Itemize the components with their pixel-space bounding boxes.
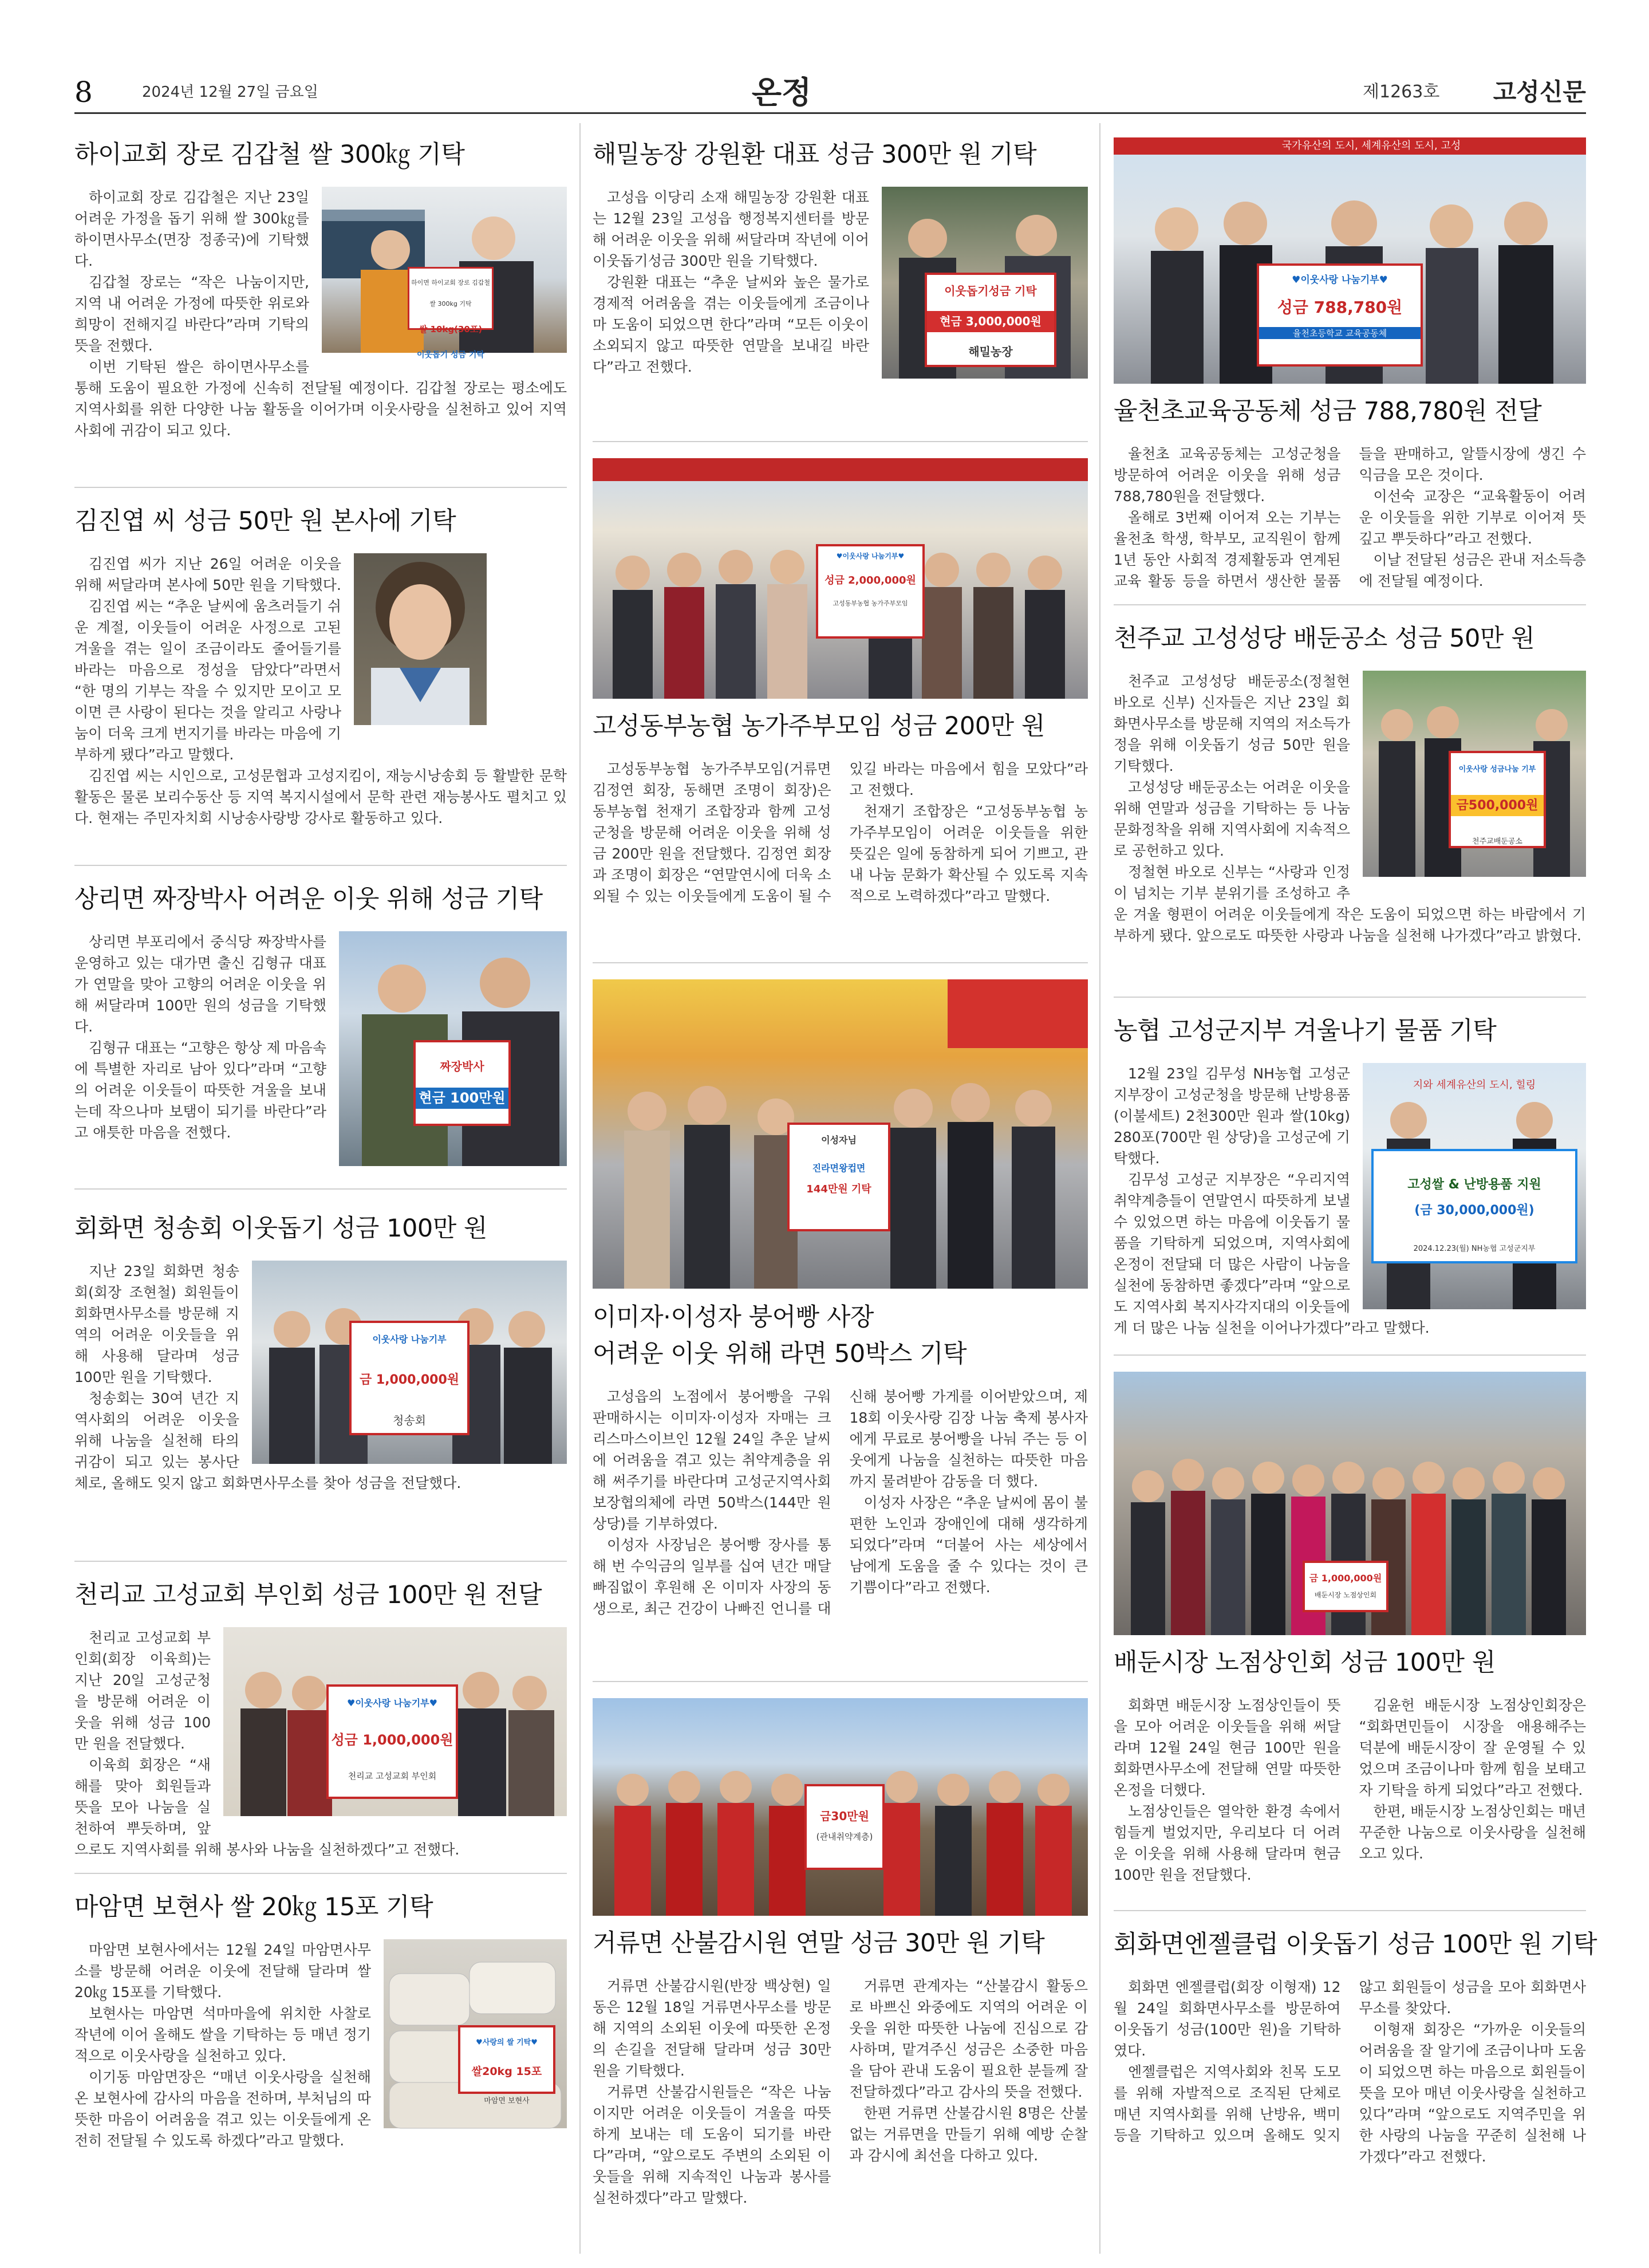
paragraph: 하이교회 장로 김갑철은 지난 23일 어려운 가정을 돕기 위해 쌀 300㎏를 하이면사무소(면장 정종국)에 기탁했다. — [74, 189, 309, 269]
article-hai-church — [74, 137, 567, 488]
article-photo — [882, 187, 1088, 379]
column-divider — [1099, 123, 1100, 2254]
paragraph: 청송회는 30여 년간 지역사회의 어려운 이웃을 위해 나눔을 실천해 타의 귀감이 되고 있는 봉사단체로, 올해도 잊지 않고 회화면사무소를 찾아 성금을 전달했다. — [74, 1390, 461, 1491]
paragraph: 고성읍 이당리 소재 해밀농장 강원환 대표는 12월 23일 고성읍 행정복지센터를 방문해 어려운 이웃을 위해 써달라며 작년에 이어 이웃돕기성금 300만 원을 기탁했다. — [593, 189, 869, 269]
paragraph: 김진엽 씨는 “추운 날씨에 움츠러들기 쉬운 계절, 이웃들이 어려운 사정으로 고된 겨울을 겪는 일이 조금이라도 줄어들기를 바라는 마음으로 정성을 담았다”라면서 “한 명의 기부는 작을 수 있지만 모이고 모이면 큰 사랑이 된다는 것을 알리고 사랑나눔이 더욱 크게 번지기를 바라는 마음에 기부하게 됐다”라고 말했다. — [74, 598, 341, 763]
section-title: 온정 — [751, 74, 812, 111]
paragraph: 고성동부농협 농가주부모임(거류면 김정연 회장, 동해면 조명이 회장)은 동부농협 천재기 조합장과 함께 고성군청을 방문해 어려운 이웃을 위해 성금 200만 원을 전달했다. 김정연 회장과 조명이 회장은 “연말연시에 더욱 소외될 수 있는 이웃들에게 도움이 될 수 있길 바라는 마음에서 힘을 모았다”라고 전했다. — [593, 761, 1088, 904]
paragraph: 고성성당 배둔공소는 어려운 이웃을 위해 연말과 성금을 기탁하는 등 나눔 문화정착을 위해 지역사회에 지속적으로 공헌하고 있다. — [1114, 779, 1350, 859]
paragraph: 천리교 고성교회 부인회(회장 이육희)는 지난 20일 고성군청을 방문해 어려운 이웃을 위해 성금 100만 원을 전달했다. — [74, 1629, 211, 1752]
paragraph: 율천초 교육공동체는 고성군청을 방문하여 어려운 이웃을 위해 성금 788,780원을 전달했다. — [1114, 446, 1341, 505]
photo-banner-text: 국가유산의 도시, 세계유산의 도시, 고성 — [1281, 140, 1461, 152]
article-nonghyup-goseong — [1114, 1014, 1586, 1356]
article-photo — [593, 458, 1088, 699]
paragraph: 이기동 마암면장은 “매년 이웃사랑을 실천해 온 보현사에 감사의 마음을 전하며, 부처님의 따뜻한 마음이 어려움을 겪고 있는 이웃들에게 온전히 전달될 수 있도록 하겠다”라고 말했다. — [74, 2069, 371, 2149]
paragraph: 이성자 사장은 “추운 날씨에 몸이 불편한 노인과 장애인에 대해 생각하게 되었다”라며 “더불어 사는 세상에서 남에게 도움을 줄 수 있다는 것이 큰 기쁨이다”라고 전했다. — [849, 1494, 1088, 1596]
paragraph: 마암면 보현사에서는 12월 24일 마암면사무소를 방문해 어려운 이웃에 전달해 달라며 쌀 20㎏ 15포를 기탁했다. — [74, 1942, 371, 2001]
article-photo — [593, 979, 1088, 1289]
paragraph: 한편 거류면 산불감시원 8명은 산불 없는 거류면을 만들기 위해 예방 순찰과 감시에 최선을 다하고 있다. — [849, 2105, 1088, 2164]
column-divider — [579, 123, 581, 2254]
paragraph: 천주교 고성성당 배둔공소(정철현 바오로 신부) 신자들은 지난 23일 회화면사무소를 방문해 지역의 저소득가정을 위해 이웃돕기 성금 50만 원을 기탁했다. — [1114, 673, 1350, 774]
paragraph: 거류면 관계자는 “산불감시 활동으로 바쁘신 와중에도 지역의 어려운 이웃을 위한 따뜻한 나눔에 진심으로 감사하며, 맡겨주신 성금은 소중한 마음을 담아 관내 도움이 필요한 분들께 잘 전달하겠다”라고 감사의 뜻을 전했다. — [849, 1978, 1088, 2100]
donation-sign: ♥이웃사랑 나눔기부♥ 성금 1,000,000원 천리교 고성교회 부인회 — [326, 1684, 458, 1799]
article-dongbu-nonghyup — [593, 458, 1088, 963]
paragraph: 지난 23일 회화면 청송회(회장 조현철) 회원들이 회화면사무소를 방문해 지역의 어려운 이웃들을 위해 사용해 달라며 성금 100만 원을 기탁했다. — [74, 1263, 239, 1385]
donation-sign: 이웃돕기성금 기탁 현금 3,000,000원 해밀농장 — [925, 273, 1056, 367]
article-sanbul-gamsiwon — [593, 1698, 1088, 2245]
article-photo — [223, 1627, 567, 1816]
article-photo — [252, 1261, 567, 1464]
article-bohyeonsa — [74, 1890, 567, 2245]
photo-banner-text: 지와 세계유산의 도시, 힐링 — [1413, 1079, 1536, 1091]
paragraph: 상리면 부포리에서 중식당 짜장박사를 운영하고 있는 대가면 출신 김형규 대표가 연말을 맞아 고향의 어려운 이웃을 위해 써달라며 100만 원의 성금을 기탁했다. — [74, 934, 326, 1035]
article-yulcheon-school — [1114, 137, 1586, 605]
paragraph: 노점상인들은 열악한 환경 속에서 힘들게 벌었지만, 우리보다 더 어려운 이웃을 위해 사용해 달라며 현금 100만 원을 전달했다. — [1114, 1803, 1341, 1883]
paragraph: 이육희 회장은 “새해를 맞아 회원들과 뜻을 모아 나눔을 실천하여 뿌듯하며, 앞으로도 지역사회를 위해 봉사와 나눔을 실천하겠다”고 전했다. — [74, 1757, 460, 1858]
paragraph: 이번 기탁된 쌀은 하이면사무소를 통해 도움이 필요한 가정에 신속히 전달될 예정이다. 김갑철 장로는 평소에도 지역사회를 위한 다양한 나눔 활동을 이어가며 이웃사랑을 실천하고 있어 지역 사회에 귀감이 되고 있다. — [74, 359, 567, 439]
paragraph: 이형재 회장은 “가까운 이웃들의 어려움을 잘 알기에 조금이나마 도움이 되었으면 하는 마음으로 회원들이 뜻을 모아 매년 이웃사랑을 실천하고 있다”라며 “앞으로도 지역주민을 위한 사랑의 나눔을 꾸준히 실천해 나가겠다”라고 전했다. — [1359, 2021, 1586, 2165]
article-baedun-market — [1114, 1372, 1586, 1911]
article-title: 상리면 짜장박사 어려운 이웃 위해 성금 기탁 — [74, 885, 543, 914]
paragraph: 회화면 엔젤클럽(회장 이형재) 12월 24일 회화면사무소를 방문하여 이웃돕기 성금(100만 원)을 기탁하였다. — [1114, 1979, 1341, 2059]
newspaper-name: 고성신문 — [1493, 78, 1586, 106]
paragraph: 정철현 바오로 신부는 “사랑과 인정이 넘치는 기부 분위기를 조성하고 추운 겨울 형편이 어려운 이웃들에게 작은 도움이 되었으면 하는 바람에서 기부하게 됐다. 앞으로도 따뜻한 사랑과 나눔을 실천해 나가겠다”라고 밝혔다. — [1114, 864, 1586, 944]
donation-sign: 이웃사랑 성금나눔 기부 금500,000원 천주교배둔공소 — [1449, 751, 1546, 848]
paragraph: 김진엽 씨가 지난 26일 어려운 이웃을 위해 써달라며 본사에 50만 원을 기탁했다. — [74, 556, 341, 593]
article-title: 농협 고성군지부 겨울나기 물품 기탁 — [1114, 1017, 1497, 1045]
donation-sign: 이웃사랑 나눔기부 금 1,000,000원 청송회 — [349, 1321, 470, 1435]
paragraph: 고성읍의 노점에서 붕어빵을 구워 판매하시는 이미자·이성자 자매는 크리스마스이브인 12월 24일 추운 날씨에 어려움을 겪고 있는 취약계층을 위해 써주기를 바란다며 고성군지역사회보장협의체에 라면 50박스(144만 원 상당)를 기부하였다. — [593, 1388, 831, 1532]
article-title: 해밀농장 강원환 대표 성금 300만 원 기탁 — [593, 140, 1037, 169]
donation-sign: 하이면 하이교회 장로 김갑철 쌀 300kg 기탁 쌀 10kg(30포) 이웃돕기 성금 기탁 — [408, 267, 494, 330]
article-title: 천주교 고성성당 배둔공소 성금 50만 원 — [1114, 624, 1535, 653]
article-jjajang-baksa — [74, 882, 567, 1190]
article-title: 배둔시장 노점상인회 성금 100만 원 — [1114, 1648, 1496, 1677]
article-title: 하이교회 장로 김갑철 쌀 300㎏ 기탁 — [74, 140, 465, 169]
article-chungsonghoe — [74, 1211, 567, 1562]
paragraph: 김윤헌 배둔시장 노점상인회장은 “회화면민들이 시장을 애용해주는 덕분에 배둔시장이 잘 운영될 수 있었으며 조금이나마 함께 힘을 보태고자 기탁을 하게 되었다”라고 전했다. — [1359, 1697, 1586, 1798]
article-photo — [339, 931, 567, 1166]
paragraph: 12월 23일 김무성 NH농협 고성군 지부장이 고성군청을 방문해 난방용품(이불세트) 2천300만 원과 쌀(10kg) 280포(700만 원 상당)을 고성군에 기탁했다. — [1114, 1065, 1350, 1167]
donation-sign: 금30만원 (관내취약계층) — [804, 1784, 885, 1870]
donation-sign: 금 1,000,000원 배둔시장 노점상인회 — [1303, 1561, 1388, 1612]
paragraph: 회화면 배둔시장 노점상인들이 뜻을 모아 어려운 이웃들을 위해 써달라며 12월 24일 현금 100만 원을 회화면사무소에 전달해 연말 따뜻한 온정을 더했다. — [1114, 1697, 1341, 1798]
paragraph: 한편, 배둔시장 노점상인회는 매년 꾸준한 나눔으로 이웃사랑을 실천해오고 있다. — [1359, 1803, 1586, 1862]
paragraph: 김형규 대표는 “고향은 항상 제 마음속에 특별한 자리로 남아 있다”라며 “고향의 어려운 이웃들이 따뜻한 겨울을 보내는데 작으나마 보탬이 되기를 바란다”라고 애틋한 마음을 전했다. — [74, 1040, 326, 1141]
header-rule — [74, 112, 1586, 114]
article-title: 회화면엔젤클럽 이웃돕기 성금 100만 원 기탁 — [1114, 1930, 1597, 1959]
article-photo — [384, 1939, 567, 2128]
article-photo — [1114, 137, 1586, 384]
paragraph: 보현사는 마암면 석마마을에 위치한 사찰로 작년에 이어 올해도 쌀을 기탁하는 등 매년 정기적으로 이웃사랑을 실천하고 있다. — [74, 2005, 371, 2064]
portrait-photo — [354, 553, 487, 725]
article-haemil-farm — [593, 137, 1088, 442]
article-photo — [1363, 671, 1586, 877]
article-baedun-gongso — [1114, 621, 1586, 998]
article-bungeoppang — [593, 979, 1088, 1682]
donation-sign: ♥이웃사랑 나눔기부♥ 성금 788,780원 율천초등학교 교육공동체 — [1257, 263, 1423, 367]
article-photo — [593, 1698, 1088, 1916]
paragraph: 강원환 대표는 “추운 날씨와 높은 물가로 경제적 어려움을 겪는 이웃들에게 조금이나마 도움이 되었으면 한다”라며 “모든 이웃이 소외되지 않고 따뜻한 연말을 보내길 바란다”라고 전했다. — [593, 274, 869, 375]
article-kim-jinyeop — [74, 504, 567, 866]
article-title: 고성동부농협 농가주부모임 성금 200만 원 — [593, 712, 1045, 741]
article-photo — [1114, 1372, 1586, 1635]
article-title: 회화면 청송회 이웃돕기 성금 100만 원 — [74, 1214, 487, 1243]
paragraph: 김갑철 장로는 “작은 나눔이지만, 지역 내 어려운 가정에 따뜻한 위로와 희망이 전해지길 바란다”라며 기탁의 뜻을 전했다. — [74, 274, 309, 354]
article-title: 마암면 보현사 쌀 20㎏ 15포 기탁 — [74, 1893, 433, 1922]
donation-sign: 이성자님 진라면왕컵면 144만원 기탁 — [787, 1123, 890, 1231]
article-title: 천리교 고성교회 부인회 성금 100만 원 전달 — [74, 1581, 542, 1609]
paragraph: 올해로 3번째 이어져 오는 기부는 율천초 학생, 학부모, 교직원이 함께 1년 동안 사회적 경제활동과 연계된 교육 활동 등을 하면서 생산한 물품들을 판매하고, 알뜰시장에 생긴 수익금을 모은 것이다. — [1114, 446, 1586, 589]
paragraph: 엔젤클럽은 지역사회와 친목 도모를 위해 자발적으로 조직된 단체로 매년 지역사회를 위해 난방유, 백미 등을 기탁하고 있으며 올해도 잊지 않고 회원들이 성금을 모아 회화면사무소를 찾았다. — [1114, 1979, 1586, 2144]
paragraph: 천재기 조합장은 “고성동부농협 농가주부모임이 어려운 이웃들을 위한 뜻깊은 일에 동참하게 되어 기쁘고, 관내 나눔 문화가 확산될 수 있도록 지속적으로 노력하겠다”라고 말했다. — [849, 803, 1088, 904]
page-header — [74, 74, 1586, 110]
paragraph: 거류면 산불감시원(반장 백상현) 일동은 12월 18일 거류면사무소를 방문해 지역의 소외된 이웃에 따뜻한 온정의 손길을 전달해 달라며 성금 30만 원을 기탁했다. — [593, 1978, 831, 2079]
paragraph: 이성자 사장님은 붕어빵 장사를 통해 번 수익금의 일부를 십여 년간 매달 빠짐없이 후원해 온 이미자 사장의 동생으로, 최근 건강이 나빠진 언니를 대신해 붕어빵 가게를 이어받았으며, 제18회 이웃사랑 김장 나눔 축제 봉사자에게 무료로 붕어빵을 나눠 주는 등 이웃에게 나눔을 실천하는 따뜻한 마음까지 물려받아 감동을 더 했다. — [593, 1388, 1088, 1617]
donation-sign: 짜장박사 현금 100만원 — [413, 1040, 511, 1126]
article-title: 김진엽 씨 성금 50만 원 본사에 기탁 — [74, 507, 456, 536]
donation-sign: 고성쌀 & 난방용품 지원 (금 30,000,000원) 2024.12.23(월) NH농협 고성군지부 — [1371, 1149, 1577, 1263]
paragraph: 이선숙 교장은 “교육활동이 어려운 이웃들을 위한 기부로 이어져 뜻깊고 뿌듯하다”라고 전했다. — [1359, 488, 1586, 547]
paragraph: 김무성 고성군 지부장은 “우리지역 취약계층들이 연말연시 따뜻하게 보낼 수 있었으면 하는 마음에 이웃돕기 물품을 기탁하게 되었으며, 지역사회에 온정이 전달돼 더 많은 사람이 나눔을 실천에 동참하면 좋겠다”라며 “앞으로도 지역사회 복지사각지대의 이웃들에게 더 많은 나눔 실천을 이어나가겠다”라고 말했다. — [1114, 1171, 1430, 1336]
paragraph: 이날 전달된 성금은 관내 저소득층에 전달될 예정이다. — [1359, 552, 1586, 589]
article-photo — [1363, 1063, 1586, 1309]
issue-number: 제1263호 — [1363, 82, 1440, 102]
donation-sign: ♥이웃사랑 나눔기부♥ 성금 2,000,000원 고성동부농협 농가주부모임 — [816, 544, 925, 639]
article-title: 율천초교육공동체 성금 788,780원 전달 — [1114, 397, 1542, 426]
article-cheonrigyo — [74, 1578, 567, 1874]
page-number: 8 — [74, 76, 93, 109]
donation-sign: ♥사랑의 쌀 기탁♥ 쌀20kg 15포 마암면 보현사 — [458, 2025, 555, 2094]
article-title: 거류면 산불감시원 연말 성금 30만 원 기탁 — [593, 1929, 1045, 1958]
paragraph: 김진엽 씨는 시인으로, 고성문협과 고성지킴이, 재능시낭송회 등 활발한 문학활동은 물론 보리수동산 등 지역 복지시설에서 문학 관련 재능봉사도 펼치고 있다. 현재는 주민자치회 시낭송사랑방 강사로 활동하고 있다. — [74, 767, 567, 826]
issue-date: 2024년 12월 27일 금요일 — [142, 84, 318, 101]
article-angel-club — [1114, 1927, 1597, 2245]
article-title: 이미자·이성자 붕어빵 사장 — [593, 1303, 874, 1332]
paragraph: 거류면 산불감시원들은 “작은 나눔이지만 어려운 이웃들이 겨울을 따뜻하게 보내는 데 도움이 되기를 바란다”라며, “앞으로도 주변의 소외된 이웃들을 위해 지속적인 나눔과 봉사를 실천하겠다”라고 말했다. — [593, 2084, 831, 2206]
article-photo — [322, 187, 567, 360]
article-subtitle: 어려운 이웃 위해 라면 50박스 기탁 — [593, 1340, 967, 1368]
